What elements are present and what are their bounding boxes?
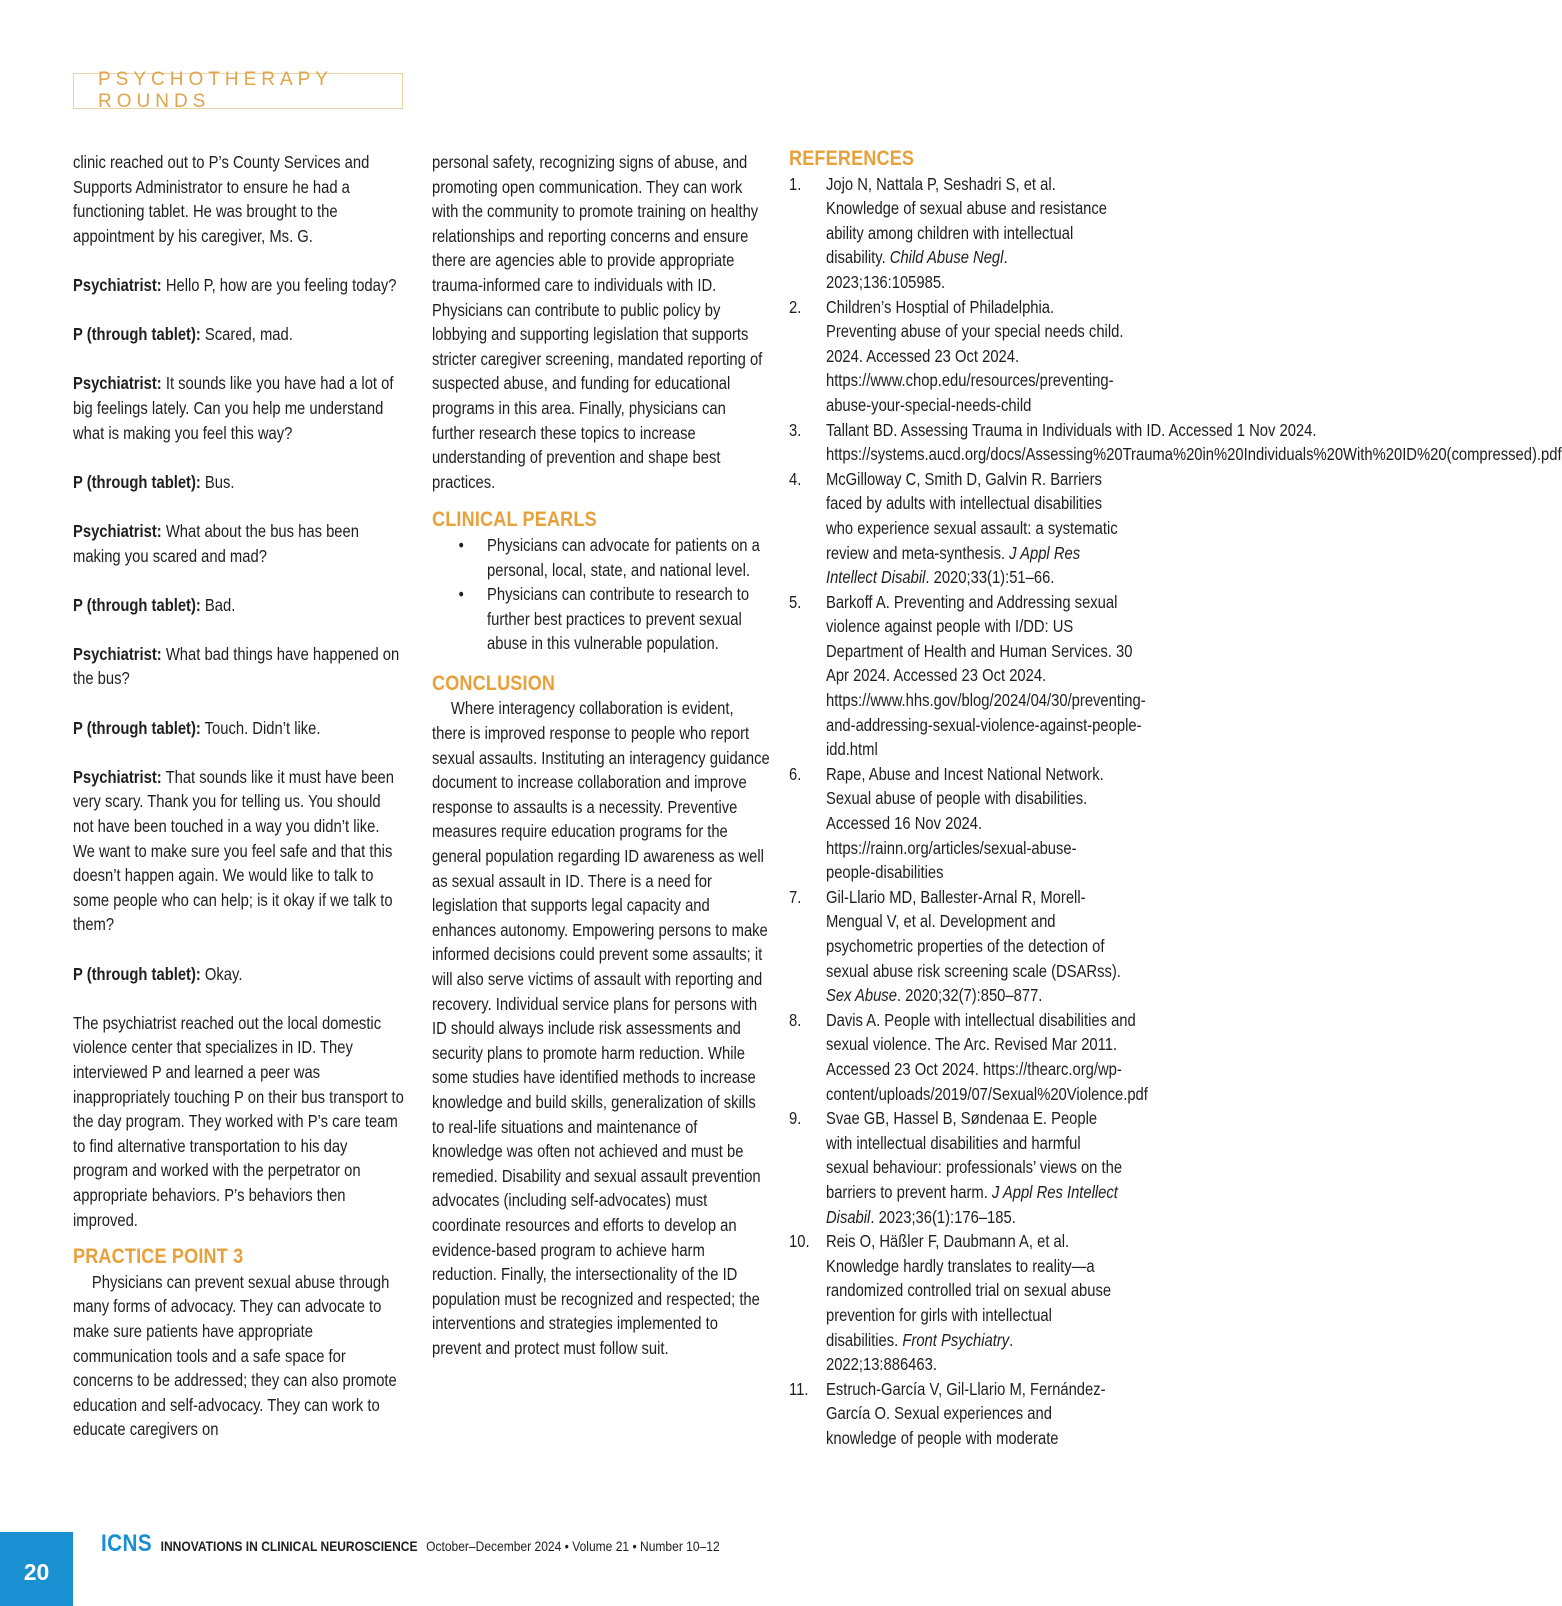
- speaker-label: P (through tablet):: [73, 324, 201, 345]
- reference-citation: . 2022;13:886463.: [825, 1329, 1014, 1375]
- list-item: [432, 582, 770, 656]
- journal-name: INNOVATIONS IN CLINICAL NEUROSCIENCE: [160, 1538, 418, 1554]
- section-header: [73, 69, 403, 112]
- reference-item: [789, 467, 1124, 590]
- issue-info: October–December 2024 • Volume 21 • Number 10–12: [426, 1538, 720, 1554]
- reference-citation: . 2023;136:105985.: [825, 247, 1008, 292]
- dialogue-line: [73, 716, 404, 741]
- reference-body: Jojo N, Nattala P, Seshadri S, et al. Knowledge of sexual abuse and resistance ability among children with intellectual disability.: [825, 173, 1108, 268]
- reference-number: 3.: [789, 419, 802, 440]
- reference-number: 10.: [789, 1231, 810, 1252]
- reference-item: [789, 885, 1124, 1008]
- reference-journal: Sex Abuse: [825, 985, 897, 1006]
- reference-citation: . 2023;36(1):176–185.: [870, 1206, 1016, 1227]
- reference-body: Svae GB, Hassel B, Søndenaa E. People with intellectual disabilities and harmful sexual behaviour: professionals’ views on the barriers to prevent harm.: [825, 1108, 1123, 1202]
- reference-body: Davis A. People with intellectual disabilities and sexual violence. The Arc. Revised Mar 2011. Accessed 23 Oct 2024. https://thearc.org/wp-content/uploads/2019/07/Sexual%20Violence.pdf: [825, 1009, 1148, 1104]
- dialogue-line: [73, 593, 404, 618]
- reference-citation: . 2020;33(1):51–66.: [925, 567, 1055, 588]
- conclusion-text: Where interagency collaboration is evident, there is improved response to people who report sexual assaults. Instituting an interagency guidance document to increase collaboration and improve response to assaults is a necessity. Preventive measures require education programs for the general population regarding ID awareness as well as sexual assault in ID. There is a need for legislation that supports legal capacity and enhances autonomy. Empowering persons to make informed decisions could prevent some assaults; it will also serve victims of assault with reporting and recovery. Individual service plans for persons with ID should always include risk assessments and security plans to promote harm reduction. While some studies have identified methods to increase knowledge and build skills, generalization of skills to real-life situations and maintenance of knowledge was often not achieved and must be remedied. Disability and sexual assault prevention advocates (including self-advocates) must coordinate resources and efforts to develop an evidence-based program to achieve harm reduction. Finally, the intersectionality of the ID population must be recognized and respected; the interventions and strategies implemented to prevent and protect must follow suit.: [432, 698, 770, 1358]
- references-heading: REFERENCES: [789, 147, 915, 170]
- conclusion-heading: CONCLUSION: [432, 671, 556, 695]
- reference-item: [789, 1229, 1124, 1377]
- clinical-pearls-heading: CLINICAL PEARLS: [432, 508, 597, 532]
- dialogue-text: Scared, mad.: [200, 324, 293, 345]
- reference-item: [789, 1008, 1148, 1106]
- clinical-pearls-list: [432, 533, 770, 656]
- column-3: [789, 147, 1562, 1450]
- dialogue-text: What about the bus has been making you scared and mad?: [73, 520, 359, 566]
- reference-number: 8.: [789, 1009, 802, 1030]
- speaker-label: Psychiatrist:: [73, 643, 162, 664]
- reference-text: [826, 1106, 1124, 1229]
- dialogue-line: [73, 519, 404, 568]
- dialogue-text: Okay.: [200, 963, 243, 984]
- dialogue-text: Bad.: [200, 594, 236, 615]
- reference-item: [789, 1106, 1124, 1229]
- reference-number: 2.: [789, 296, 802, 317]
- reference-number: 9.: [789, 1108, 802, 1129]
- column-2: [432, 150, 770, 1361]
- reference-number: 5.: [789, 591, 802, 612]
- reference-body: McGilloway C, Smith D, Galvin R. Barriers faced by adults with intellectual disabilities who experience sexual assault: a systematic review and meta-synthesis.: [825, 468, 1118, 563]
- reference-text: [826, 467, 1124, 590]
- reference-number: 7.: [789, 886, 802, 907]
- reference-body: Gil-Llario MD, Ballester-Arnal R, Morell-Mengual V, et al. Development and psychometric properties of the detection of sexual abuse risk screening scale (DSARss).: [825, 886, 1121, 981]
- speaker-label: P (through tablet):: [73, 594, 201, 615]
- pearl-text: Physicians can contribute to research to further best practices to prevent sexual abuse in this vulnerable population.: [487, 584, 750, 654]
- dialogue-line: [73, 765, 404, 937]
- reference-body: Rape, Abuse and Incest National Network. Sexual abuse of people with disabilities. Accessed 16 Nov 2024. https://rainn.org/articles/sexual-abuse-people-disabilities: [825, 763, 1104, 883]
- reference-item: [789, 1377, 1124, 1451]
- reference-journal: Child Abuse Negl: [889, 247, 1004, 268]
- footer: [101, 1530, 720, 1556]
- case-outcome: The psychiatrist reached out the local domestic violence center that specializes in ID. They interviewed P and learned a peer was inappropriately touching P on their bus transport to the day program. They worked with P’s care team to find alternative transportation to his day program and worked with the perpetrator on appropriate behaviors. P’s behaviors then improved.: [73, 1012, 404, 1230]
- dialogue-text: Touch. Didn’t like.: [200, 717, 321, 738]
- pearl-text: Physicians can advocate for patients on a personal, local, state, and national level.: [487, 534, 760, 580]
- case-intro: clinic reached out to P’s County Services and Supports Administrator to ensure he had a functioning tablet. He was brought to the appointment by his caregiver, Ms. G.: [73, 152, 370, 246]
- reference-body: Barkoff A. Preventing and Addressing sexual violence against people with I/DD: US Department of Health and Human Services. 30 Apr 2024. Accessed 23 Oct 2024. https://www.hhs.gov/blog/2024/04/30/preventing-and-addressing-sexual-violence-against-people-idd.html: [825, 591, 1146, 760]
- speaker-label: P (through tablet):: [73, 717, 201, 738]
- reference-text: [826, 295, 1124, 418]
- reference-number: 1.: [789, 173, 802, 194]
- journal-logo: ICNS: [101, 1530, 153, 1557]
- reference-item: [789, 295, 1124, 418]
- dialogue-line: [73, 371, 404, 445]
- speaker-label: Psychiatrist:: [73, 373, 162, 394]
- dialogue-line: [73, 273, 404, 298]
- reference-journal: Front Psychiatry: [902, 1329, 1010, 1350]
- reference-body: Tallant BD. Assessing Trauma in Individuals with ID. Accessed 1 Nov 2024. https://systems.aucd.org/docs/Assessing%20Trauma%20in%20Individuals%20With%20ID%20(compressed).pdf: [825, 419, 1562, 465]
- speaker-label: P (through tablet):: [73, 963, 201, 984]
- dialogue-line: [73, 470, 404, 495]
- speaker-label: Psychiatrist:: [73, 520, 162, 541]
- advocacy-continued: personal safety, recognizing signs of abuse, and promoting open communication. They can work with the community to promote training on healthy relationships and reporting concerns and ensure there are agencies able to provide appropriate trauma-informed care to individuals with ID. Physicians can contribute to public policy by lobbying and supporting legislation that supports stricter caregiver screening, mandated reporting of suspected abuse, and funding for educational programs in this area. Finally, physicians can further research these topics to increase understanding of prevention and shape best practices.: [432, 152, 763, 492]
- reference-item: [789, 418, 1562, 467]
- reference-journal: J Appl Res Intellect Disabil: [825, 542, 1081, 588]
- reference-body: Estruch-García V, Gil-Llario M, Fernández-García O. Sexual experiences and knowledge of people with moderate: [825, 1378, 1106, 1448]
- reference-text: [826, 762, 1124, 885]
- dialogue-text: Hello P, how are you feeling today?: [161, 274, 397, 295]
- reference-item: [789, 172, 1124, 295]
- reference-text: [826, 418, 1562, 467]
- reference-body: Reis O, Häßler F, Daubmann A, et al. Knowledge hardly translates to reality—a randomized controlled trial on sexual abuse prevention for girls with intellectual disabilities.: [825, 1231, 1112, 1350]
- practice-point-heading: PRACTICE POINT 3: [73, 1245, 244, 1269]
- reference-text: [826, 1377, 1124, 1451]
- column-1: [73, 150, 404, 1442]
- dialogue-text: It sounds like you have had a lot of big feelings lately. Can you help me understand what is making you feel this way?: [73, 373, 394, 443]
- dialogue-line: [73, 962, 404, 987]
- reference-text: [826, 590, 1146, 762]
- reference-number: 4.: [789, 468, 802, 489]
- reference-number: 11.: [789, 1378, 809, 1399]
- speaker-label: P (through tablet):: [73, 471, 201, 492]
- reference-item: [789, 590, 1146, 762]
- dialogue: [73, 273, 404, 986]
- dialogue-line: [73, 642, 404, 691]
- reference-body: Children’s Hosptial of Philadelphia. Preventing abuse of your special needs child. 2024. Accessed 23 Oct 2024. https://www.chop.edu/resources/preventing-abuse-your-special-needs-child: [825, 296, 1124, 415]
- practice-point-text: Physicians can prevent sexual abuse through many forms of advocacy. They can advocate to make sure patients have appropriate communication tools and a safe space for concerns to be addressed; they can also promote education and self-advocacy. They can work to educate caregivers on: [73, 1271, 397, 1440]
- list-item: [432, 533, 770, 582]
- page-number: 20: [0, 1532, 73, 1606]
- reference-item: [789, 762, 1124, 885]
- dialogue-text: Bus.: [200, 471, 235, 492]
- reference-citation: . 2020;32(7):850–877.: [896, 985, 1043, 1006]
- reference-text: [826, 1229, 1124, 1377]
- reference-text: [826, 172, 1124, 295]
- bullet-icon: •: [458, 584, 464, 605]
- speaker-label: Psychiatrist:: [73, 766, 162, 787]
- dialogue-line: [73, 322, 404, 347]
- section-title: PSYCHOTHERAPY ROUNDS: [98, 69, 333, 112]
- bullet-icon: •: [458, 534, 464, 555]
- reference-number: 6.: [789, 763, 802, 784]
- speaker-label: Psychiatrist:: [73, 274, 162, 295]
- reference-text: [826, 885, 1124, 1008]
- dialogue-text: That sounds like it must have been very scary. Thank you for telling us. You should not have been touched in a way you didn’t like. We want to make sure you feel safe and that this doesn’t happen again. We would like to talk to some people who can help; is it okay if we talk to them?: [73, 766, 394, 935]
- references-list: [789, 172, 1562, 1451]
- reference-journal: J Appl Res Intellect Disabil: [825, 1181, 1118, 1227]
- reference-text: [826, 1008, 1148, 1106]
- dialogue-text: What bad things have happened on the bus?: [73, 643, 400, 689]
